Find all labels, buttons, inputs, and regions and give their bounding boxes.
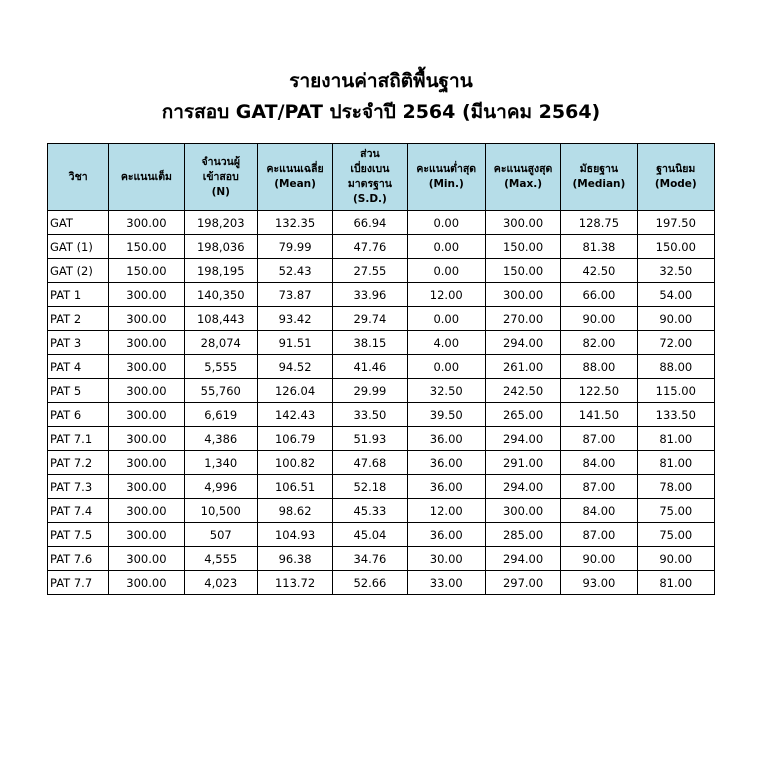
max-cell: 294.00 [485,331,560,355]
median-cell: 87.00 [561,427,637,451]
sd-cell: 47.76 [333,235,407,259]
mode-cell: 115.00 [637,379,714,403]
subject-cell: PAT 3 [48,331,109,355]
full-score-cell: 300.00 [109,331,184,355]
header-full-score [109,144,184,211]
table-row [48,403,715,427]
full-score-cell: 300.00 [109,451,184,475]
mean-cell: 91.51 [257,331,332,355]
header-sd [333,144,407,211]
table-row [48,499,715,523]
header-max-line1: คะแนนสูงสุด [493,163,553,175]
mean-cell: 52.43 [257,259,332,283]
table-row [48,235,715,259]
sd-cell: 33.96 [333,283,407,307]
full-score-cell: 300.00 [109,499,184,523]
mode-cell: 81.00 [637,427,714,451]
header-min-line2: (Min.) [428,178,464,190]
full-score-cell: 300.00 [109,523,184,547]
median-cell: 87.00 [561,475,637,499]
table-row [48,475,715,499]
max-cell: 294.00 [485,475,560,499]
examinees-cell: 4,023 [184,571,257,595]
table-row [48,451,715,475]
table-row [48,211,715,235]
mean-cell: 79.99 [257,235,332,259]
examinees-cell: 198,203 [184,211,257,235]
full-score-cell: 300.00 [109,355,184,379]
max-cell: 242.50 [485,379,560,403]
examinees-cell: 140,350 [184,283,257,307]
examinees-cell: 6,619 [184,403,257,427]
header-subject [48,144,109,211]
min-cell: 0.00 [407,235,485,259]
full-score-cell: 300.00 [109,379,184,403]
max-cell: 270.00 [485,307,560,331]
median-cell: 90.00 [561,307,637,331]
min-cell: 30.00 [407,547,485,571]
mean-cell: 106.79 [257,427,332,451]
header-examinees [184,144,257,211]
examinees-cell: 4,996 [184,475,257,499]
header-median-line2: (Median) [572,178,626,190]
table-row [48,547,715,571]
max-cell: 294.00 [485,547,560,571]
mean-cell: 106.51 [257,475,332,499]
header-sd-line4: (S.D.) [352,193,387,205]
median-cell: 93.00 [561,571,637,595]
median-cell: 122.50 [561,379,637,403]
mode-cell: 88.00 [637,355,714,379]
median-cell: 82.00 [561,331,637,355]
sd-cell: 29.99 [333,379,407,403]
header-max [485,144,560,211]
subject-cell: PAT 6 [48,403,109,427]
header-sd-line1: ส่วน [360,148,380,160]
sd-cell: 52.66 [333,571,407,595]
examinees-cell: 108,443 [184,307,257,331]
full-score-cell: 300.00 [109,427,184,451]
sd-cell: 41.46 [333,355,407,379]
mode-cell: 54.00 [637,283,714,307]
mean-cell: 94.52 [257,355,332,379]
subject-cell: PAT 1 [48,283,109,307]
mean-cell: 142.43 [257,403,332,427]
subject-cell: PAT 7.6 [48,547,109,571]
examinees-cell: 55,760 [184,379,257,403]
median-cell: 88.00 [561,355,637,379]
header-examinees-line1: จำนวนผู้ [201,155,240,168]
max-cell: 300.00 [485,499,560,523]
mean-cell: 93.42 [257,307,332,331]
examinees-cell: 10,500 [184,499,257,523]
header-sd-line3: มาตรฐาน [347,178,392,190]
sd-cell: 27.55 [333,259,407,283]
mode-cell: 90.00 [637,547,714,571]
examinees-cell: 28,074 [184,331,257,355]
subject-cell: GAT (1) [48,235,109,259]
full-score-cell: 300.00 [109,403,184,427]
full-score-cell: 150.00 [109,235,184,259]
mean-cell: 104.93 [257,523,332,547]
sd-cell: 45.33 [333,499,407,523]
subject-cell: GAT [48,211,109,235]
header-mean [257,144,332,211]
max-cell: 297.00 [485,571,560,595]
table-row [48,427,715,451]
examinees-cell: 1,340 [184,451,257,475]
header-row [48,144,715,211]
header-examinees-line2: เข้าสอบ [202,170,239,183]
header-median-line1: มัธยฐาน [579,163,619,175]
sd-cell: 29.74 [333,307,407,331]
min-cell: 0.00 [407,259,485,283]
min-cell: 36.00 [407,451,485,475]
min-cell: 0.00 [407,355,485,379]
max-cell: 150.00 [485,259,560,283]
report-subtitle: การสอบ GAT/PAT ประจำปี 2564 (มีนาคม 2564) [161,101,601,123]
mode-cell: 81.00 [637,571,714,595]
mean-cell: 126.04 [257,379,332,403]
mean-cell: 100.82 [257,451,332,475]
min-cell: 32.50 [407,379,485,403]
median-cell: 81.38 [561,235,637,259]
sd-cell: 66.94 [333,211,407,235]
subject-cell: PAT 2 [48,307,109,331]
table-row [48,523,715,547]
min-cell: 0.00 [407,211,485,235]
examinees-cell: 5,555 [184,355,257,379]
min-cell: 36.00 [407,523,485,547]
median-cell: 90.00 [561,547,637,571]
header-subject-label: วิชา [68,170,88,183]
table-row [48,283,715,307]
mode-cell: 90.00 [637,307,714,331]
examinees-cell: 198,036 [184,235,257,259]
subject-cell: PAT 7.5 [48,523,109,547]
mode-cell: 197.50 [637,211,714,235]
max-cell: 285.00 [485,523,560,547]
full-score-cell: 300.00 [109,475,184,499]
subject-cell: PAT 4 [48,355,109,379]
table-row [48,307,715,331]
subject-cell: GAT (2) [48,259,109,283]
sd-cell: 52.18 [333,475,407,499]
header-mean-line2: (Mean) [274,178,316,190]
max-cell: 261.00 [485,355,560,379]
sd-cell: 51.93 [333,427,407,451]
mode-cell: 32.50 [637,259,714,283]
examinees-cell: 4,555 [184,547,257,571]
sd-cell: 38.15 [333,331,407,355]
table-row [48,331,715,355]
sd-cell: 45.04 [333,523,407,547]
mean-cell: 96.38 [257,547,332,571]
mode-cell: 150.00 [637,235,714,259]
mode-cell: 81.00 [637,451,714,475]
table-body [48,211,715,595]
header-mode [637,144,714,211]
max-cell: 265.00 [485,403,560,427]
median-cell: 84.00 [561,451,637,475]
table-row [48,355,715,379]
subject-cell: PAT 7.3 [48,475,109,499]
max-cell: 150.00 [485,235,560,259]
max-cell: 291.00 [485,451,560,475]
header-sd-line2: เบี่ยงเบน [350,163,390,175]
min-cell: 36.00 [407,427,485,451]
header-min-line1: คะแนนต่ำสุด [416,163,477,175]
header-mode-line2: (Mode) [654,178,697,190]
mode-cell: 133.50 [637,403,714,427]
table-row [48,259,715,283]
min-cell: 36.00 [407,475,485,499]
max-cell: 294.00 [485,427,560,451]
min-cell: 0.00 [407,307,485,331]
header-mean-line1: คะแนนเฉลี่ย [266,163,324,175]
min-cell: 12.00 [407,499,485,523]
header-examinees-line3: (N) [211,185,230,198]
median-cell: 141.50 [561,403,637,427]
sd-cell: 34.76 [333,547,407,571]
subject-cell: PAT 7.4 [48,499,109,523]
mean-cell: 73.87 [257,283,332,307]
subject-cell: PAT 5 [48,379,109,403]
mode-cell: 72.00 [637,331,714,355]
max-cell: 300.00 [485,283,560,307]
header-median [561,144,637,211]
header-max-line2: (Max.) [504,178,543,190]
header-mode-line1: ฐานนิยม [656,163,696,175]
subject-cell: PAT 7.1 [48,427,109,451]
median-cell: 87.00 [561,523,637,547]
mean-cell: 132.35 [257,211,332,235]
min-cell: 39.50 [407,403,485,427]
report-title: รายงานค่าสถิติพื้นฐาน [289,70,473,92]
median-cell: 84.00 [561,499,637,523]
full-score-cell: 300.00 [109,547,184,571]
table-row [48,379,715,403]
sd-cell: 33.50 [333,403,407,427]
header-min [407,144,485,211]
full-score-cell: 300.00 [109,571,184,595]
mean-cell: 98.62 [257,499,332,523]
sd-cell: 47.68 [333,451,407,475]
median-cell: 42.50 [561,259,637,283]
examinees-cell: 4,386 [184,427,257,451]
mode-cell: 75.00 [637,523,714,547]
median-cell: 66.00 [561,283,637,307]
full-score-cell: 150.00 [109,259,184,283]
min-cell: 12.00 [407,283,485,307]
min-cell: 4.00 [407,331,485,355]
statistics-table [47,143,715,595]
examinees-cell: 198,195 [184,259,257,283]
max-cell: 300.00 [485,211,560,235]
mode-cell: 78.00 [637,475,714,499]
subject-cell: PAT 7.2 [48,451,109,475]
full-score-cell: 300.00 [109,211,184,235]
full-score-cell: 300.00 [109,283,184,307]
min-cell: 33.00 [407,571,485,595]
mode-cell: 75.00 [637,499,714,523]
mean-cell: 113.72 [257,571,332,595]
subject-cell: PAT 7.7 [48,571,109,595]
full-score-cell: 300.00 [109,307,184,331]
examinees-cell: 507 [184,523,257,547]
median-cell: 128.75 [561,211,637,235]
table-row [48,571,715,595]
header-full-score-label: คะแนนเต็ม [120,170,172,183]
